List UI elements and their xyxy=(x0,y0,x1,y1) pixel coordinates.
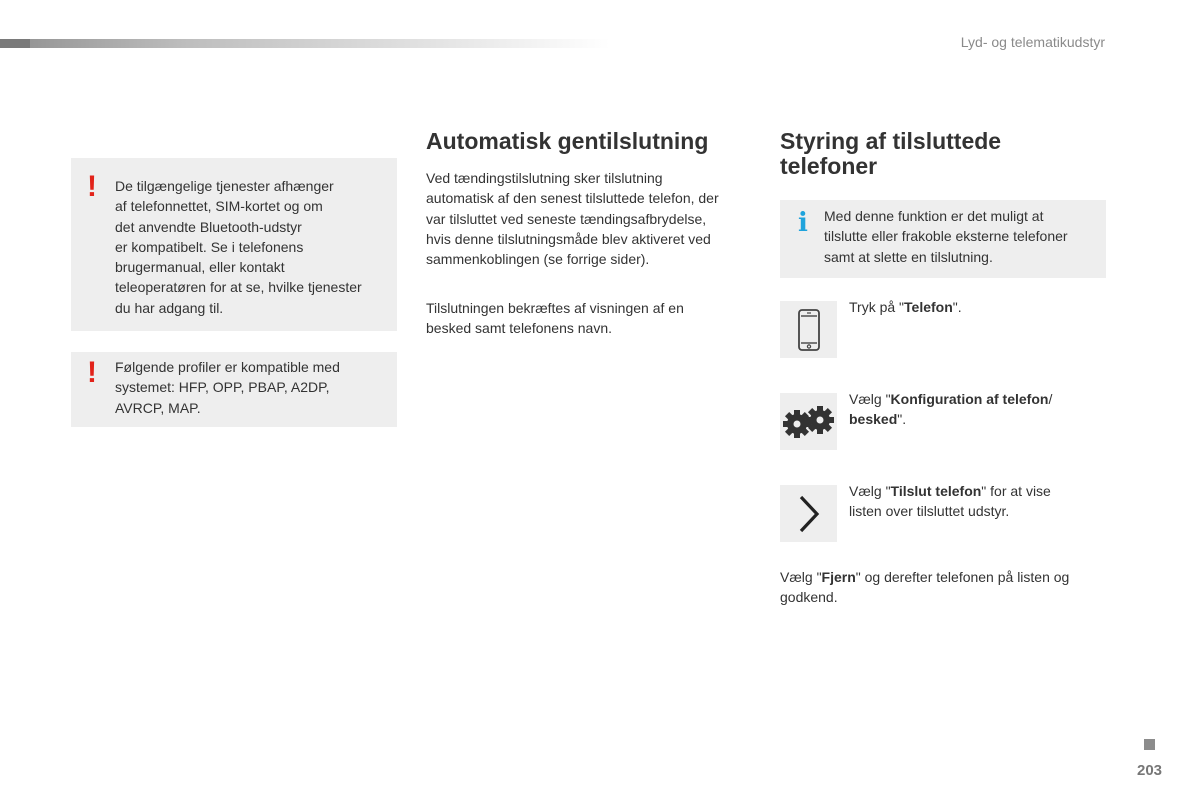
exclamation-icon: ! xyxy=(87,356,97,389)
step-phone-text: Tryk på "Telefon". xyxy=(849,299,962,315)
info-note xyxy=(780,200,1106,278)
warning-note-text: Følgende profiler er kompatible med systemet: HFP, OPP, PBAP, A2DP, AVRCP, MAP. xyxy=(115,359,340,416)
step-connect-text: Vælg "Tilslut telefon" for at vise listen over tilsluttet udstyr. xyxy=(849,483,1051,520)
chevron-icon-tile xyxy=(780,485,837,542)
heading-manage-phones: Styring af tilsluttede telefoner xyxy=(780,128,1002,179)
exclamation-icon: ! xyxy=(87,170,97,203)
chevron-right-icon xyxy=(797,494,821,534)
paragraph-confirmation: Tilslutningen bekræftes af visningen af en besked samt telefonens navn. xyxy=(426,300,684,337)
gears-icon-tile xyxy=(780,393,837,450)
step-config-text: Vælg "Konfiguration af telefon/ besked". xyxy=(849,391,1053,428)
header-gradient-bar xyxy=(0,39,610,48)
header-bar-accent xyxy=(0,39,30,48)
section-title: Lyd- og telematikudstyr xyxy=(960,34,1105,50)
paragraph-remove: Vælg "Fjern" og derefter telefonen på listen og godkend. xyxy=(780,569,1070,606)
gears-icon xyxy=(782,404,836,440)
warning-note-2 xyxy=(71,352,397,427)
page-marker xyxy=(1144,739,1155,750)
warning-note-text: De tilgængelige tjenester afhænger af telefonnettet, SIM-kortet og om det anvendte Bluetooth-udstyr er kompatibelt. Se i telefonens brugermanual, eller kontakt teleoperatøren for at se, hvilke tjenester du har adgang til. xyxy=(115,178,362,316)
info-note-text: Med denne funktion er det muligt at tilslutte eller frakoble eksterne telefoner samt at slette en tilslutning. xyxy=(824,208,1068,265)
paragraph-reconnect: Ved tændingstilslutning sker tilslutning automatisk af den senest tilsluttede telefon, der var tilsluttet ved seneste tændingsafbrydelse, hvis denne tilslutningsmåde blev aktiveret ved sammenkoblingen (se forrige sider). xyxy=(426,170,719,268)
phone-icon xyxy=(796,308,822,352)
info-icon: i xyxy=(798,208,808,238)
page-number: 203 xyxy=(1137,762,1163,779)
heading-automatic-reconnect: Automatisk gentilslutning xyxy=(426,128,709,154)
warning-note-1 xyxy=(71,158,397,331)
phone-icon-tile xyxy=(780,301,837,358)
